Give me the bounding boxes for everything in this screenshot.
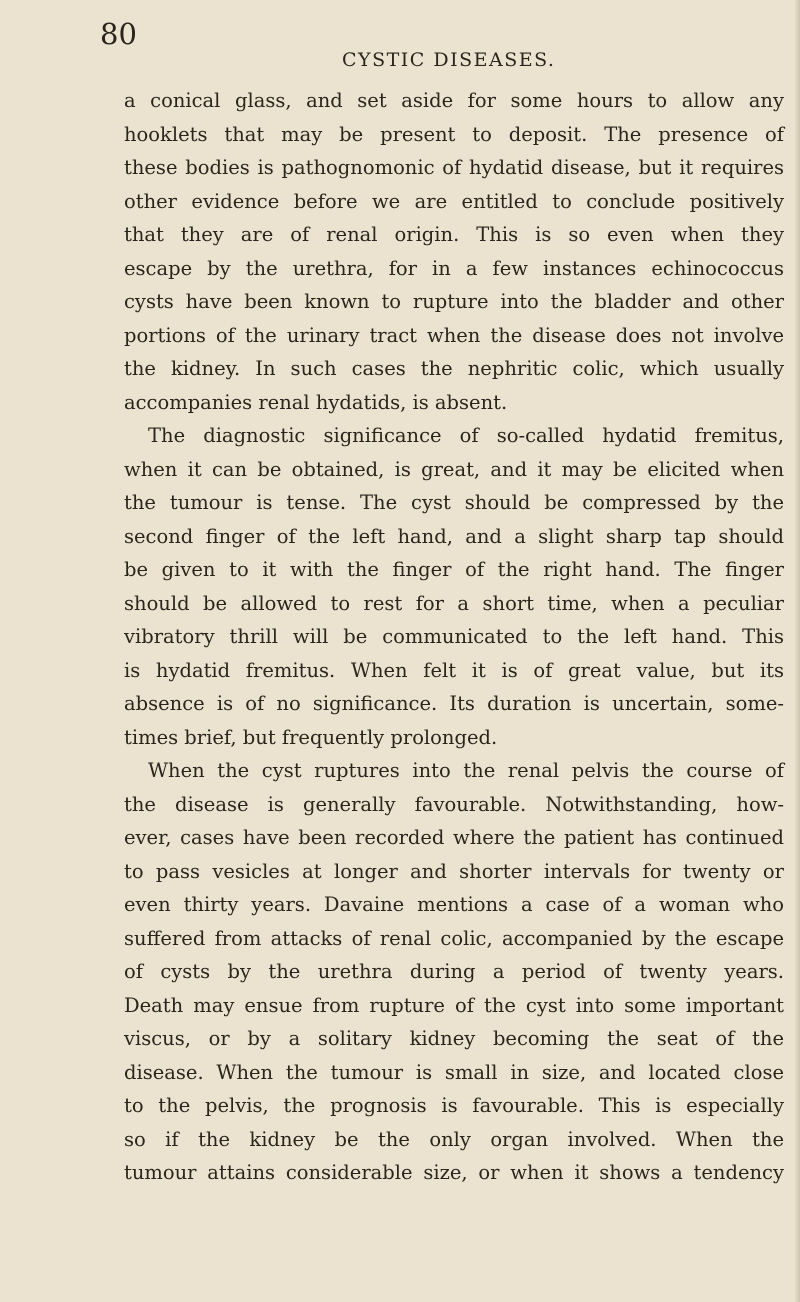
text-line: to pass vesicles at longer and shorter intervals for twenty or — [124, 859, 784, 883]
text-line: should be allowed to rest for a short time, when a peculiar — [124, 591, 784, 615]
text-line: other evidence before we are entitled to conclude positively — [124, 189, 784, 213]
text-line: vibratory thrill will be communicated to the left hand. This — [124, 625, 784, 648]
text-line: of cysts by the urethra during a period of twenty years. — [124, 960, 784, 983]
text-line: portions of the urinary tract when the disease does not involve — [124, 323, 784, 347]
text-line: ever, cases have been recorded where the patient has continued — [124, 826, 784, 849]
text-line: to the pelvis, the prognosis is favourable. This is especially — [124, 1094, 784, 1117]
text-line: the disease is generally favourable. Notwithstanding, how- — [124, 792, 784, 816]
text-line: viscus, or by a solitary kidney becoming the seat of the — [124, 1027, 784, 1050]
text-line: second finger of the left hand, and a slight sharp tap should — [124, 524, 784, 548]
running-title: CYSTIC DISEASES. — [342, 49, 556, 71]
text-line: be given to it with the finger of the right hand. The finger — [124, 558, 784, 581]
text-line: accompanies renal hydatids, is absent. — [124, 390, 508, 414]
text-line: disease. When the tumour is small in size, and located close — [124, 1060, 784, 1084]
page-number: 80 — [100, 17, 137, 51]
text-line: escape by the urethra, for in a few instances echinococcus — [124, 256, 784, 280]
text-line: suffered from attacks of renal colic, accompanied by the escape — [124, 926, 784, 950]
text-line: When the cyst ruptures into the renal pelvis the course of — [148, 759, 784, 782]
body-text — [124, 84, 784, 1190]
text-line: Death may ensue from rupture of the cyst into some important — [124, 993, 784, 1017]
text-line: hooklets that may be present to deposit. The presence of — [124, 122, 784, 146]
text-line: is hydatid fremitus. When felt it is of great value, but its — [124, 658, 784, 682]
text-line: a conical glass, and set aside for some hours to allow any — [124, 89, 784, 112]
text-line: these bodies is pathognomonic of hydatid disease, but it requires — [124, 156, 784, 179]
text-line: times brief, but frequently prolonged. — [124, 725, 498, 749]
page-edge-shadow — [794, 0, 800, 1302]
text-line: so if the kidney be the only organ involved. When the — [124, 1127, 784, 1151]
text-line: that they are of renal origin. This is so even when they — [124, 223, 784, 246]
text-line: the tumour is tense. The cyst should be compressed by the — [124, 491, 784, 514]
text-line: tumour attains considerable size, or when it shows a tendency — [124, 1161, 784, 1184]
text-line: the kidney. In such cases the nephritic colic, which usually — [124, 357, 784, 380]
text-line: cysts have been known to rupture into the bladder and other — [124, 290, 784, 313]
text-line: The diagnostic significance of so-called hydatid fremitus, — [148, 424, 784, 447]
text-line: even thirty years. Davaine mentions a case of a woman who — [124, 893, 784, 916]
text-line: when it can be obtained, is great, and it may be elicited when — [124, 457, 784, 481]
text-line: absence is of no significance. Its duration is uncertain, some- — [124, 692, 784, 715]
